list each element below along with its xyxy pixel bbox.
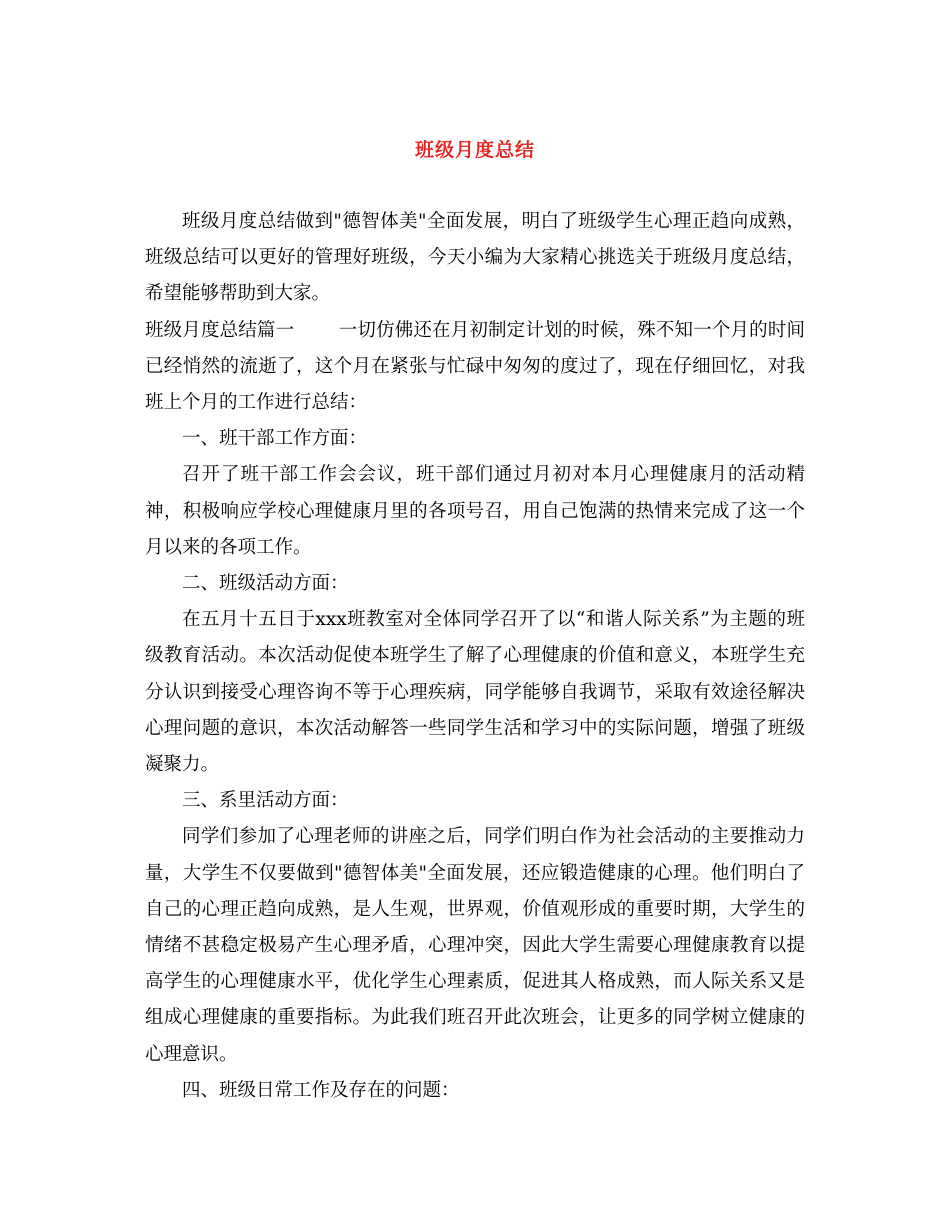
section-heading-3: 三、系里活动方面： xyxy=(182,790,349,812)
part-text: 一切仿佛还在月初制定计划的时候，殊不知一个月的时间已经悄然的流逝了，这个月在紧张与忙碌中匆匆的度过了，现在仔细回忆，对我班上个月的工作进行总结： xyxy=(145,319,805,414)
section-heading-4: 四、班级日常工作及存在的问题： xyxy=(182,1079,460,1101)
part-label: 班级月度总结篇一 xyxy=(145,319,295,341)
document-body xyxy=(145,204,805,1109)
section-text-3: 同学们参加了心理老师的讲座之后，同学们明白作为社会活动的主要推动力量，大学生不仅要做到"德智体美"全面发展，还应锻造健康的心理。他们明白了自己的心理正趋向成熟，是人生观，世界观，价值观形成的重要时期，大学生的情绪不甚稳定极易产生心理矛盾，心理冲突，因此大学生需要心理健康教育以提高学生的心理健康水平，优化学生心理素质，促进其人格成熟，而人际关系又是组成心理健康的重要指标。为此我们班召开此次班会，让更多的同学树立健康的心理意识。 xyxy=(145,826,805,1065)
section-heading-2: 二、班级活动方面： xyxy=(182,573,349,595)
section-text-2: 在五月十五日于xxx班教室对全体同学召开了以“和谐人际关系”为主题的班级教育活动。本次活动促使本班学生了解了心理健康的价值和意义，本班学生充分认识到接受心理咨询不等于心理疾病，同学能够自我调节，采取有效途径解决心理问题的意识，本次活动解答一些同学生活和学习中的实际问题，增强了班级凝聚力。 xyxy=(145,609,805,776)
section-text-1: 召开了班干部工作会会议，班干部们通过月初对本月心理健康月的活动精神，积极响应学校心理健康月里的各项号召，用自己饱满的热情来完成了这一个月以来的各项工作。 xyxy=(145,464,805,558)
document-title: 班级月度总结 xyxy=(414,139,535,161)
intro-paragraph: 班级月度总结做到"德智体美"全面发展，明白了班级学生心理正趋向成熟，班级总结可以更好的管理好班级，今天小编为大家精心挑选关于班级月度总结，希望能够帮助到大家。 xyxy=(145,211,805,305)
section-heading-1: 一、班干部工作方面： xyxy=(182,428,368,450)
part-one-paragraph xyxy=(145,313,805,422)
